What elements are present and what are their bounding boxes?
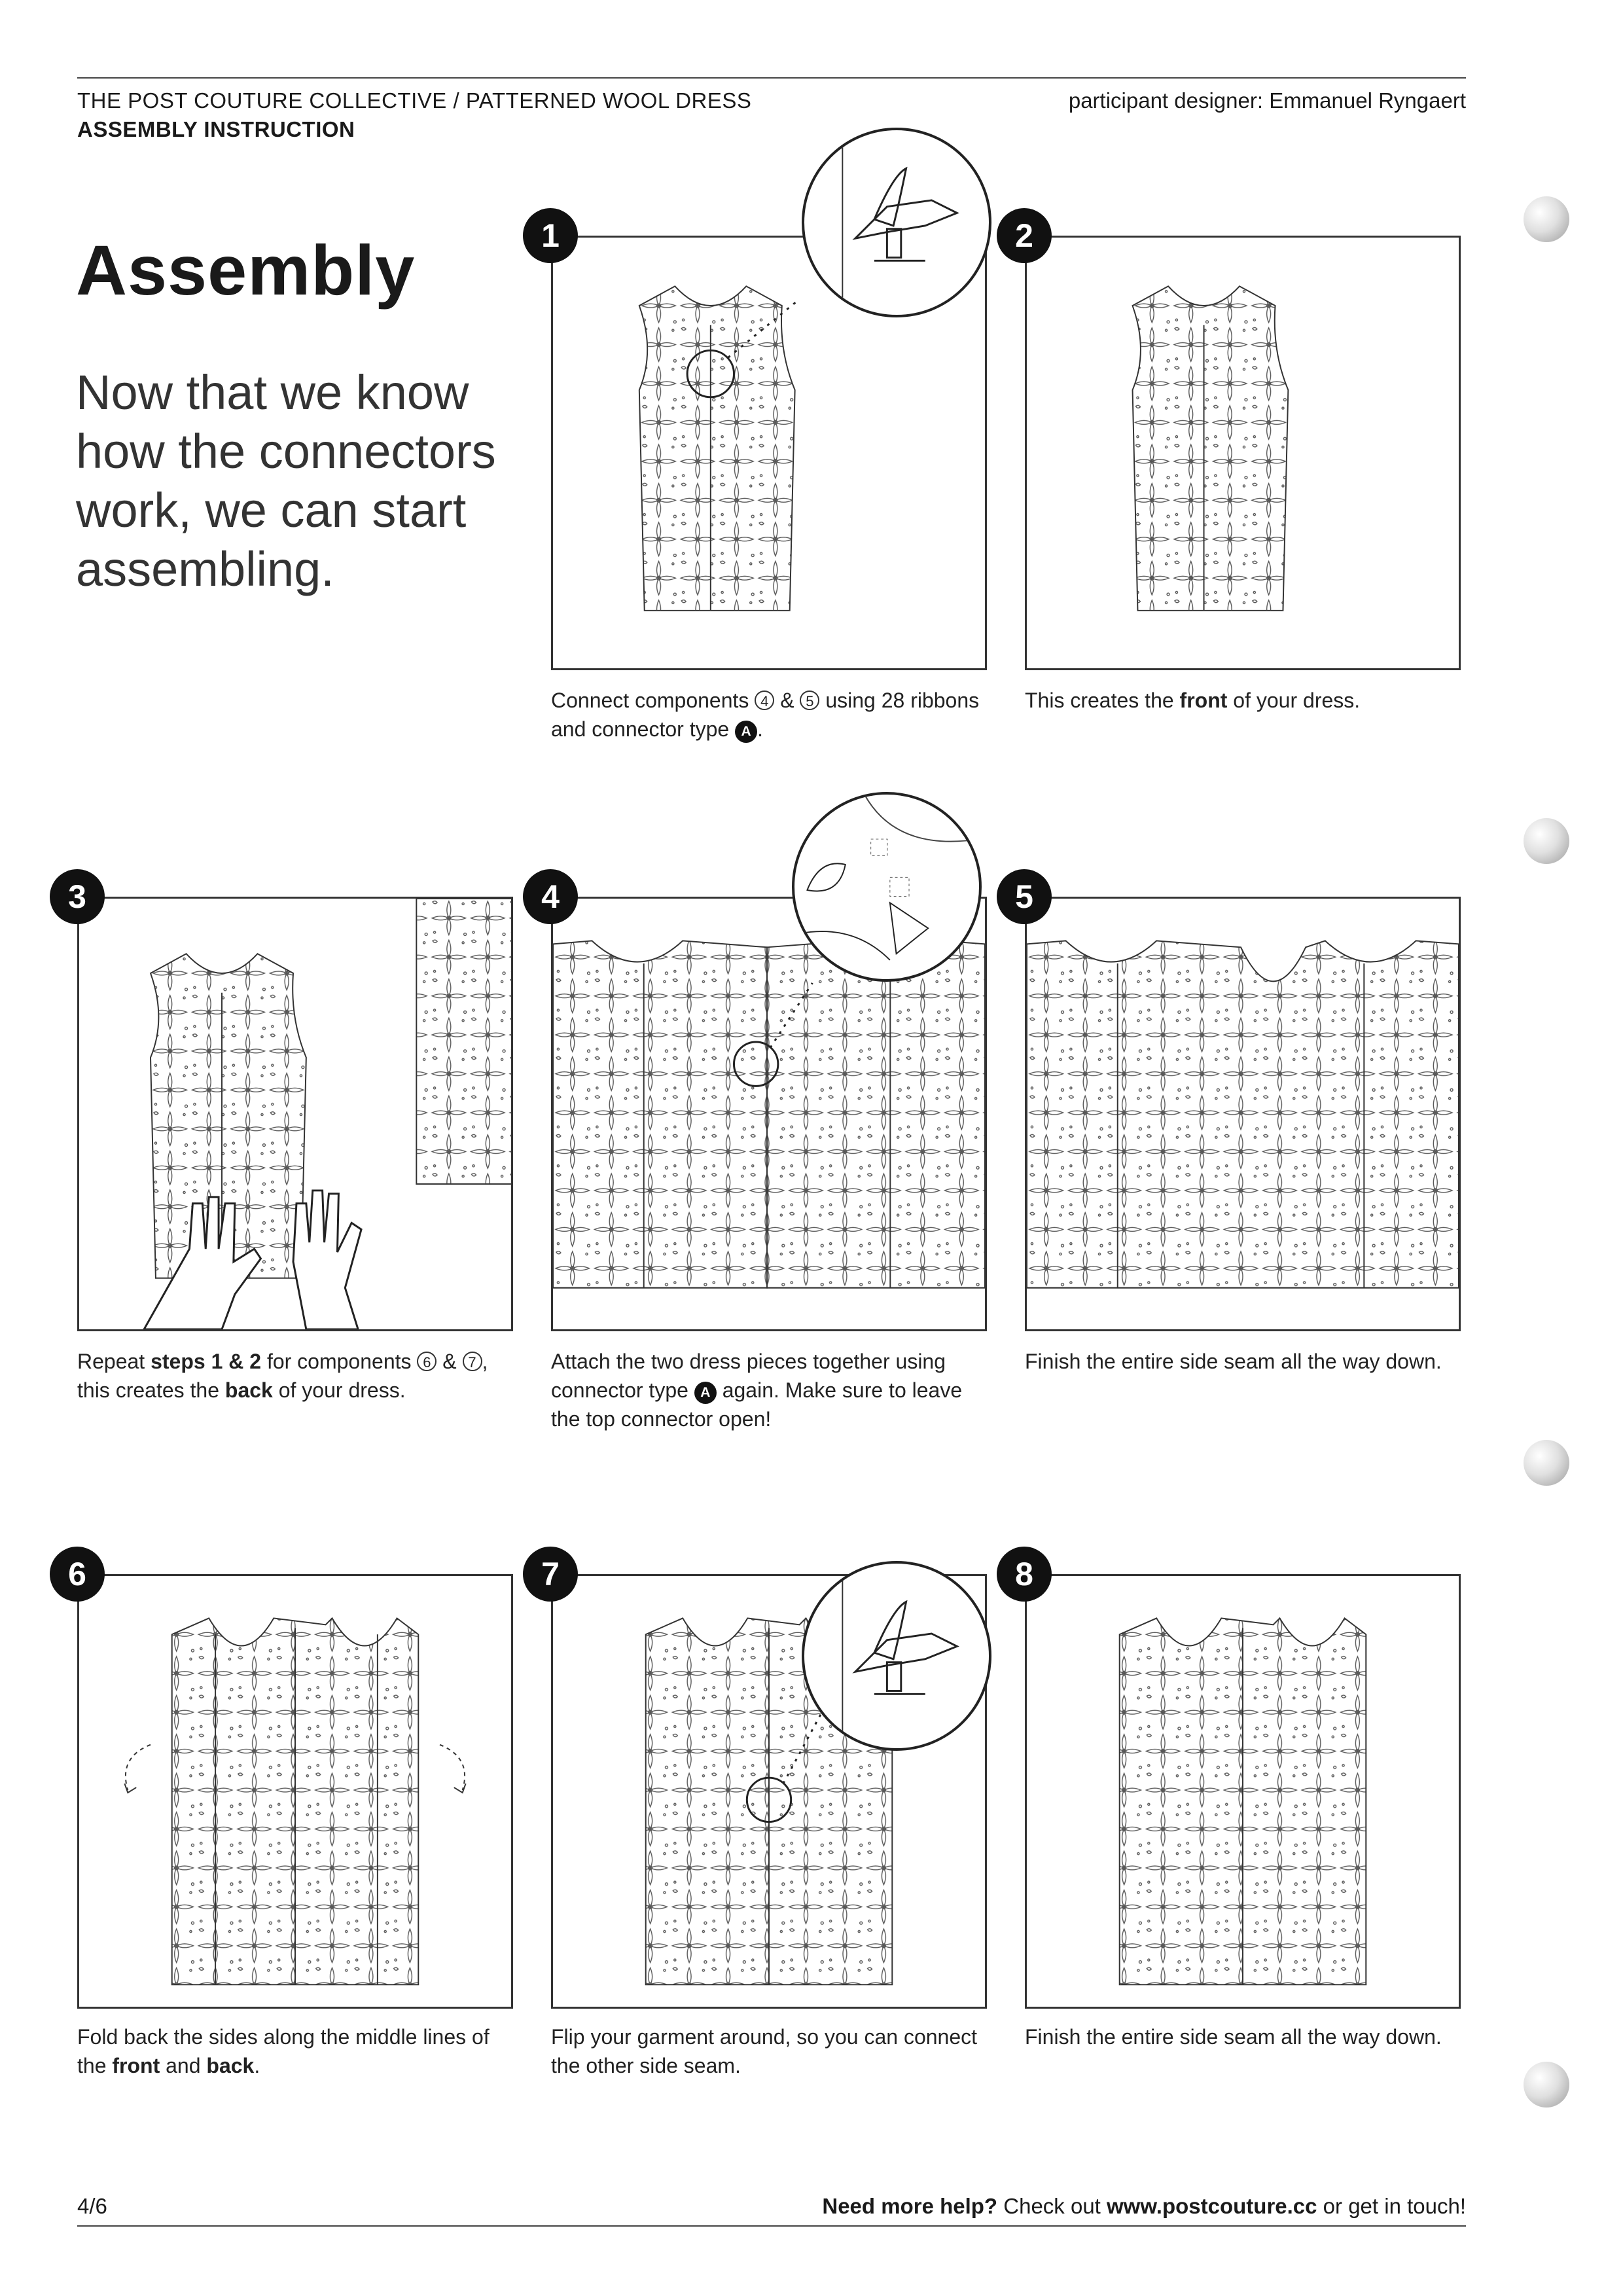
step-3-garment [79,899,511,1329]
step-6-badge: 6 [50,1547,105,1602]
page-title: Assembly [76,230,416,310]
step-4-caption: Attach the two dress pieces together using connector type A again. Make sure to leave the top connector open! [551,1350,963,1431]
component-6-badge: 6 [417,1352,437,1371]
step-1-badge: 1 [523,208,578,263]
collective-line: THE POST COUTURE COLLECTIVE / PATTERNED WOOL DRESS [77,88,752,113]
section-line: ASSEMBLY INSTRUCTION [77,117,355,141]
binder-hole [1524,2062,1569,2108]
step-5-garment [1027,899,1459,1329]
website-link[interactable]: www.postcouture.cc [1107,2194,1317,2218]
step-3-badge: 3 [50,869,105,924]
step-2-illustration [1025,236,1461,670]
binder-hole [1524,1440,1569,1486]
step-8-caption: Finish the entire side seam all the way down. [1025,2025,1442,2049]
binder-hole [1524,196,1569,242]
step-4-zoom-detail [792,792,982,982]
intro-text: Now that we know how the connectors work, we can start assembling. [76,365,496,596]
step-6-caption: Fold back the sides along the middle lines of the front and back. [77,2025,490,2077]
connector-type-a-icon: A [735,721,757,743]
step-3-illustration [77,897,513,1331]
step-2-badge: 2 [997,208,1052,263]
component-5-badge: 5 [800,691,819,710]
front-piece-left [639,286,795,610]
step-1-zoom-detail [802,128,991,317]
help-line: Need more help? Check out www.postcouture.cc or get in touch! [822,2194,1466,2218]
step-7-caption: Flip your garment around, so you can connect the other side seam. [551,2025,978,2077]
binder-hole [1524,818,1569,864]
component-4-badge: 4 [755,691,774,710]
fold-arrow-right-icon [440,1745,465,1790]
step-5-badge: 5 [997,869,1052,924]
header-rule [77,77,1466,79]
step-6-garment [79,1576,511,2007]
connector-type-a-icon: A [694,1382,717,1404]
connector-clip-icon [804,130,989,315]
footer-rule [77,2225,1466,2227]
step-1-caption: Connect components 4 & 5 using 28 ribbons and connector type A . [551,686,996,744]
connector-clip-icon [804,1564,989,1748]
connector-detail-icon [794,795,979,979]
step-8-illustration [1025,1574,1461,2009]
step-2-caption: This creates the front of your dress. [1025,689,1361,712]
step-2-garment [1027,238,1459,668]
component-7-badge: 7 [463,1352,482,1371]
step-5-illustration [1025,897,1461,1331]
step-7-zoom-detail [802,1561,991,1751]
step-4-badge: 4 [523,869,578,924]
page-number: 4/6 [77,2194,107,2218]
step-8-badge: 8 [997,1547,1052,1602]
step-6-illustration [77,1574,513,2009]
step-5-caption: Finish the entire side seam all the way down. [1025,1350,1442,1373]
header-left [77,86,751,144]
fold-arrow-left-icon [126,1745,151,1790]
step-3-caption: Repeat steps 1 & 2 for components 6 & 7 , this creates the back of your dress. [77,1350,488,1402]
step-7-badge: 7 [523,1547,578,1602]
designer-credit: participant designer: Emmanuel Ryngaert [1068,88,1466,113]
step-8-garment [1027,1576,1459,2007]
